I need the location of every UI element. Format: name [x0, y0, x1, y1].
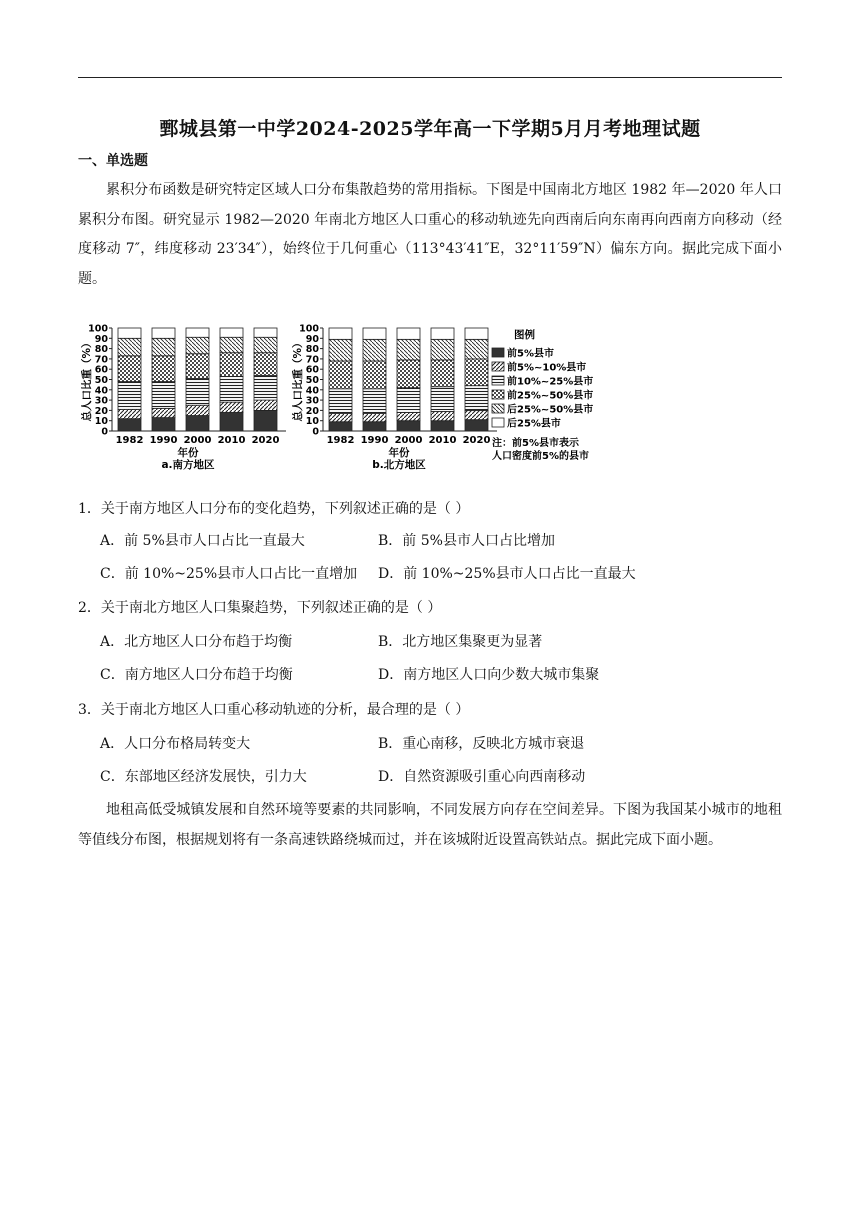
y-tick-label: 20	[305, 405, 319, 417]
legend-swatch	[492, 348, 504, 357]
bar-segment	[431, 411, 454, 420]
bar-segment	[363, 389, 386, 414]
header-rule	[78, 77, 782, 78]
y-tick-label: 70	[94, 354, 108, 366]
bar-segment	[431, 387, 454, 412]
x-axis-label: 年份	[177, 447, 199, 459]
section-heading: 一、单选题	[78, 153, 148, 169]
bar-segment	[329, 339, 352, 361]
x-tick-label: 2020	[251, 435, 280, 446]
y-tick-label: 0	[312, 426, 319, 438]
x-tick-label: 2000	[183, 435, 212, 446]
bar-segment	[465, 386, 488, 411]
x-tick-label: 1990	[149, 435, 178, 446]
y-tick-label: 100	[299, 323, 319, 335]
y-tick-label: 10	[305, 416, 319, 428]
bar-segment	[397, 388, 420, 413]
bar-segment	[220, 328, 243, 337]
bar-segment	[152, 356, 175, 382]
bar-segment	[186, 378, 209, 405]
bar-segment	[329, 389, 352, 414]
question-1-option-d[interactable]: D．前 10%~25%县市人口占比一直最大	[378, 566, 636, 582]
bar-segment	[465, 420, 488, 431]
legend-swatch	[492, 376, 504, 385]
bar-segment	[329, 328, 352, 339]
question-2-stem: 2．关于南北方地区人口集聚趋势，下列叙述正确的是（ ）	[78, 600, 442, 616]
x-tick-label: 1982	[115, 435, 144, 446]
legend-label: 前10%~25%县市	[507, 376, 594, 388]
question-3-option-d[interactable]: D．自然资源吸引重心向西南移动	[378, 769, 586, 785]
y-axis-label: 总人口比重（%）	[81, 337, 93, 422]
x-axis-label: 年份	[388, 447, 410, 459]
panel-caption: b.北方地区	[372, 459, 426, 471]
bar-segment	[254, 337, 277, 352]
question-3-option-a[interactable]: A．人口分布格局转变大	[100, 736, 251, 752]
bar-segment	[431, 360, 454, 387]
y-tick-label: 30	[305, 395, 319, 407]
bar-segment	[152, 328, 175, 338]
bar-segment	[329, 422, 352, 431]
bar-segment	[397, 328, 420, 339]
question-1-option-b[interactable]: B．前 5%县市人口占比增加	[378, 533, 555, 549]
y-tick-label: 90	[305, 333, 319, 345]
bar-segment	[152, 338, 175, 356]
bar-segment	[431, 421, 454, 431]
question-3-option-c[interactable]: C．东部地区经济发展快，引力大	[100, 769, 307, 785]
bar-segment	[254, 400, 277, 410]
bar-segment	[465, 410, 488, 419]
y-tick-label: 40	[305, 385, 319, 397]
bar-segment	[186, 337, 209, 353]
y-tick-label: 40	[94, 385, 108, 397]
bar-segment	[329, 413, 352, 421]
legend-swatch	[492, 418, 504, 427]
bar-segment	[220, 376, 243, 402]
y-tick-label: 0	[101, 426, 108, 438]
bar-segment	[397, 421, 420, 431]
y-tick-label: 60	[94, 364, 108, 376]
bar-segment	[186, 416, 209, 431]
bar-segment	[363, 422, 386, 431]
question-1-option-a[interactable]: A．前 5%县市人口占比一直最大	[100, 533, 305, 549]
bar-segment	[220, 337, 243, 352]
intro-paragraph-2: 地租高低受城镇发展和自然环境等要素的共同影响，不同发展方向存在空间差异。下图为我国某小城市的地租等值线分布图，根据规划将有一条高速铁路绕城而过，并在该城附近设置高铁站点。据此完成下面小题。	[78, 802, 782, 848]
bar-segment	[186, 328, 209, 337]
y-tick-label: 80	[305, 344, 319, 356]
x-tick-label: 1990	[360, 435, 389, 446]
question-2-option-c[interactable]: C．南方地区人口分布趋于均衡	[100, 667, 293, 683]
y-tick-label: 60	[305, 364, 319, 376]
bar-segment	[152, 418, 175, 431]
bar-segment	[465, 359, 488, 386]
question-1-option-c[interactable]: C．前 10%~25%县市人口占比一直增加	[100, 566, 358, 582]
y-tick-label: 80	[94, 344, 108, 356]
x-tick-label: 1982	[326, 435, 355, 446]
bar-segment	[397, 339, 420, 360]
bar-segment	[220, 353, 243, 377]
bar-segment	[254, 328, 277, 337]
bar-segment	[220, 402, 243, 412]
bar-segment	[254, 410, 277, 431]
bar-segment	[465, 339, 488, 359]
y-tick-label: 10	[94, 416, 108, 428]
bar-segment	[118, 419, 141, 431]
bar-segment	[152, 382, 175, 409]
y-tick-label: 90	[94, 333, 108, 345]
x-tick-label: 2020	[462, 435, 491, 446]
legend-swatch	[492, 390, 504, 399]
bar-segment	[118, 328, 141, 338]
bar-segment	[431, 339, 454, 360]
bar-segment	[363, 339, 386, 361]
question-2-option-b[interactable]: B．北方地区集聚更为显著	[378, 634, 543, 650]
y-tick-label: 100	[88, 323, 108, 335]
bar-segment	[397, 360, 420, 388]
x-tick-label: 2000	[394, 435, 423, 446]
chart-note: 注：前5%县市表示	[492, 438, 579, 449]
bar-segment	[254, 353, 277, 376]
legend-label: 后25%县市	[507, 418, 561, 430]
bar-segment	[363, 328, 386, 339]
bar-segment	[254, 375, 277, 400]
legend-title: 图例	[514, 329, 535, 341]
question-2-option-a[interactable]: A．北方地区人口分布趋于均衡	[100, 634, 293, 650]
bar-segment	[363, 413, 386, 421]
population-cumulative-chart	[80, 318, 620, 478]
question-3-option-b[interactable]: B．重心南移，反映北方城市衰退	[378, 736, 585, 752]
y-axis-label: 总人口比重（%）	[292, 337, 304, 422]
question-1-stem: 1．关于南方地区人口分布的变化趋势，下列叙述正确的是（ ）	[78, 501, 470, 517]
y-tick-label: 30	[94, 395, 108, 407]
y-tick-label: 50	[305, 375, 319, 386]
bar-segment	[186, 354, 209, 379]
bar-segment	[465, 328, 488, 339]
bar-segment	[220, 412, 243, 431]
bar-segment	[363, 361, 386, 389]
intro-paragraph-1: 累积分布函数是研究特定区域人口分布集散趋势的常用指标。下图是中国南北方地区 1982 年—2020 年人口累积分布图。研究显示 1982—2020 年南北方地区人口重心的移动轨迹先向西南后向东南再向西南方向移动（经度移动 7″，纬度移动 23′34″），始终位于几何重心（113°43′41″E，32°11′59″N）偏东方向。据此完成下面小题。	[78, 182, 782, 287]
legend-label: 前25%~50%县市	[507, 390, 594, 402]
legend-label: 前5%县市	[507, 348, 554, 360]
question-2-option-d[interactable]: D．南方地区人口向少数大城市集聚	[378, 667, 600, 683]
legend-label: 前5%~10%县市	[507, 362, 587, 374]
bar-segment	[186, 405, 209, 415]
page-title: 鄄城县第一中学2024-2025学年高一下学期5月月考地理试题	[159, 118, 701, 140]
bar-segment	[397, 412, 420, 420]
legend-swatch	[492, 404, 504, 413]
x-tick-label: 2010	[217, 435, 246, 446]
chart-note: 人口密度前5%的县市	[492, 451, 589, 462]
panel-caption: a.南方地区	[161, 459, 215, 471]
bar-segment	[118, 382, 141, 410]
y-tick-label: 70	[305, 354, 319, 366]
bar-segment	[118, 338, 141, 356]
bar-segment	[152, 408, 175, 417]
y-tick-label: 50	[94, 375, 108, 386]
bar-segment	[118, 356, 141, 382]
x-tick-label: 2010	[428, 435, 457, 446]
bar-segment	[431, 328, 454, 339]
y-tick-label: 20	[94, 405, 108, 417]
legend-label: 后25%~50%县市	[507, 404, 594, 416]
bar-segment	[118, 409, 141, 418]
question-3-stem: 3．关于南北方地区人口重心移动轨迹的分析，最合理的是（ ）	[78, 702, 470, 718]
legend-swatch	[492, 362, 504, 371]
bar-segment	[329, 361, 352, 389]
